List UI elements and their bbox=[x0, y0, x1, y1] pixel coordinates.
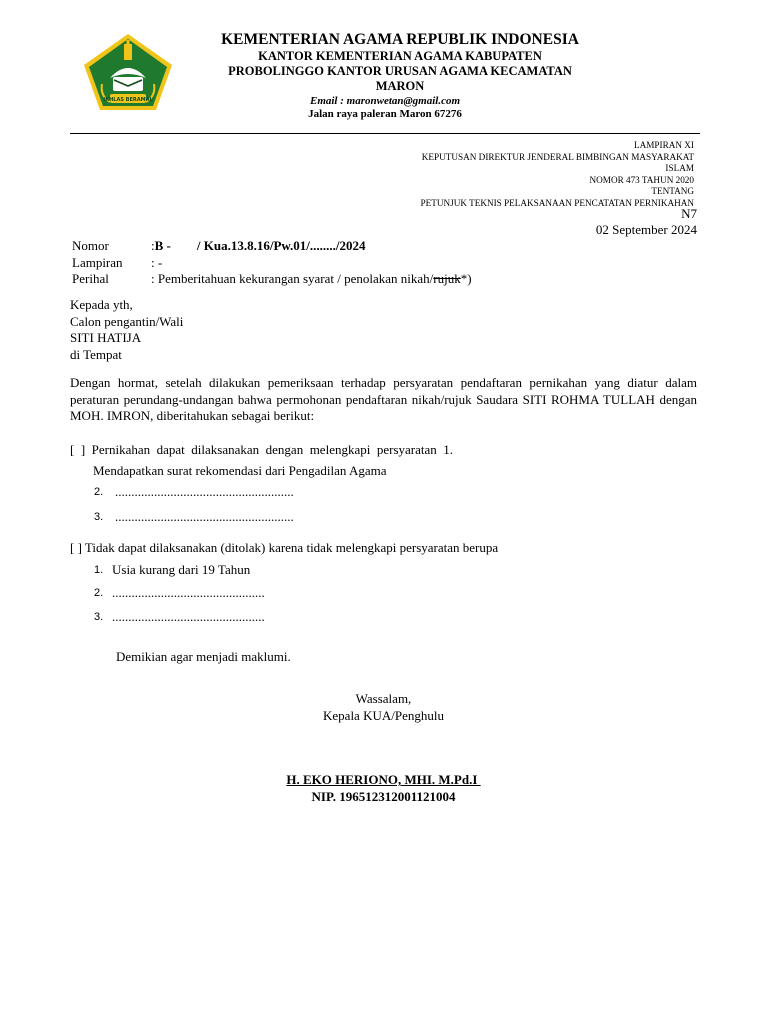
perihal-text: : Pemberitahuan kekurangan syarat / penolakan nikah/ bbox=[151, 271, 434, 286]
section2-item-2: ............................................... bbox=[112, 585, 265, 600]
office-line-3: MARON bbox=[375, 79, 425, 93]
recipient-greeting: Kepada yth, bbox=[70, 297, 133, 312]
perihal-value bbox=[151, 271, 472, 287]
section2-item-2-number: 2. bbox=[94, 587, 104, 599]
perihal-struck-text: rujuk bbox=[433, 271, 461, 286]
lampiran-label: Lampiran bbox=[72, 255, 123, 270]
recipient-location: di Tempat bbox=[70, 346, 122, 362]
lampiran-line-6: PETUNJUK TEKNIS PELAKSANAAN PENCATATAN PERNIKAHAN bbox=[420, 197, 694, 208]
lampiran-line-3: ISLAM bbox=[665, 163, 694, 173]
section1-item-2-number: 2. bbox=[94, 486, 104, 498]
signatory-name: H. EKO HERIONO, MHI. M.Pd.I bbox=[286, 772, 481, 787]
lampiran-value: : - bbox=[151, 255, 163, 270]
nomor-label: Nomor bbox=[72, 238, 109, 253]
section2-heading: [ ] Tidak dapat dilaksanakan (ditolak) karena tidak melengkapi persyaratan berupa bbox=[70, 540, 499, 555]
office-line-2: PROBOLINGGO KANTOR URUSAN AGAMA KECAMATAN bbox=[228, 64, 572, 78]
section1-heading: [ ] Pernikahan dapat dilaksanakan dengan melengkapi persyaratan 1. bbox=[70, 442, 453, 457]
section1-item-3: ....................................................... bbox=[115, 509, 294, 524]
closing-statement: Demikian agar menjadi maklumi. bbox=[116, 649, 291, 664]
perihal-label: Perihal bbox=[72, 271, 109, 286]
recipient-block bbox=[70, 297, 183, 363]
attachment-reference bbox=[421, 140, 694, 209]
signatory-title: Kepala KUA/Penghulu bbox=[323, 708, 444, 723]
section2-item-1: Usia kurang dari 19 Tahun bbox=[112, 562, 251, 577]
lampiran-line-4: NOMOR 473 TAHUN 2020 bbox=[589, 174, 694, 185]
perihal-footnote-mark: *) bbox=[460, 271, 472, 286]
recipient-role: Calon pengantin/Wali bbox=[70, 313, 184, 329]
section2-item-1-number: 1. bbox=[94, 564, 104, 576]
section2-item-3-number: 3. bbox=[94, 611, 104, 623]
section1-item-3-number: 3. bbox=[94, 511, 104, 523]
recipient-name: SITI HATIJA bbox=[70, 330, 142, 345]
form-code: N7 bbox=[681, 206, 697, 221]
section2-item-3: ............................................... bbox=[112, 609, 265, 624]
nomor-colon: : bbox=[151, 238, 155, 253]
section1-item-1: Mendapatkan surat rekomendasi dari Pengadilan Agama bbox=[93, 463, 387, 478]
office-line-1: KANTOR KEMENTERIAN AGAMA KABUPATEN bbox=[258, 49, 542, 63]
header-divider bbox=[70, 133, 700, 134]
nomor-number: B - / Kua.13.8.16/Pw.01/......../2024 bbox=[154, 238, 366, 253]
office-address: Jalan raya paleran Maron 67276 bbox=[308, 108, 462, 120]
nomor-value bbox=[151, 238, 366, 254]
ministry-title: KEMENTERIAN AGAMA REPUBLIK INDONESIA bbox=[221, 31, 579, 48]
lampiran-line-1: LAMPIRAN XI bbox=[634, 140, 694, 150]
letter-date: 02 September 2024 bbox=[595, 222, 697, 237]
office-email: Email : maronwetan@gmail.com bbox=[309, 95, 461, 107]
section1-item-2: ....................................................... bbox=[115, 484, 294, 499]
lampiran-line-5: TENTANG bbox=[651, 186, 694, 196]
lampiran-line-2: KEPUTUSAN DIREKTUR JENDERAL BIMBINGAN MASYARAKAT bbox=[421, 151, 694, 162]
ministry-logo bbox=[80, 32, 176, 112]
salutation: Wassalam, bbox=[355, 691, 412, 706]
body-paragraph: Dengan hormat, setelah dilakukan pemeriksaan terhadap persyaratan pendaftaran pernikahan yang diatur dalam peraturan perundang-undangan bahwa permohonan pendaftaran nikah/rujuk Saudara SITI ROHMA TULLAH dengan MOH. IMRON, diberitahukan sebagai berikut: bbox=[70, 375, 697, 423]
signatory-name-wrap bbox=[70, 772, 697, 788]
signatory-nip: NIP. 196512312001121004 bbox=[311, 789, 456, 804]
office-name bbox=[180, 49, 620, 94]
logo-motto: IKHLAS BERAMAL bbox=[103, 97, 153, 103]
